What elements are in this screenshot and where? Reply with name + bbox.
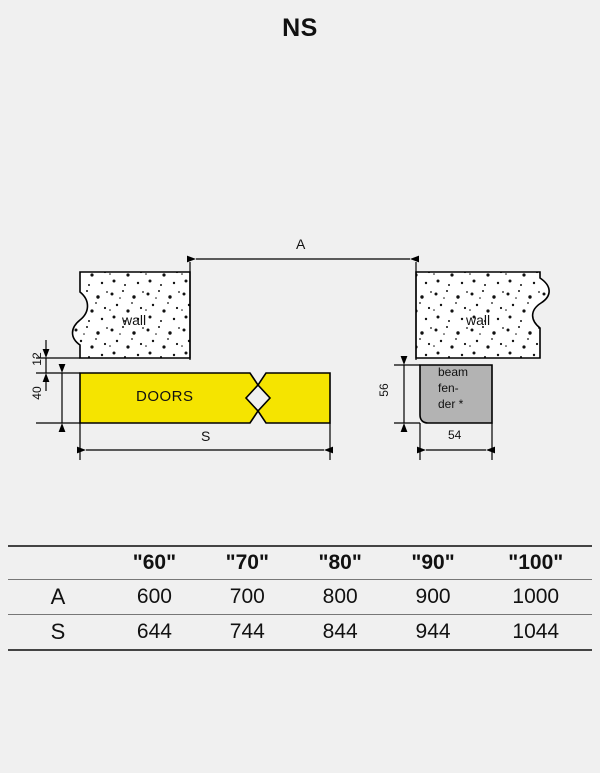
table-cell-a-80: 800 — [294, 580, 387, 615]
table-cell-a-90: 900 — [387, 580, 480, 615]
doors-label: DOORS — [136, 388, 194, 405]
table-row — [8, 580, 592, 615]
table-cell-a-70: 700 — [201, 580, 294, 615]
dimension-table — [8, 545, 592, 651]
table-header-cell-4: "90" — [411, 551, 455, 574]
dimension-40-label: 40 — [30, 386, 44, 400]
beam-fender-label-line2: fen- — [438, 381, 459, 395]
dimension-s-label: S — [201, 428, 211, 444]
dimension-a-label: A — [296, 236, 306, 252]
table-header-cell-1: "60" — [132, 551, 177, 574]
dimension-54-label: 54 — [448, 428, 462, 442]
beam-fender-label-line1: beam — [438, 365, 469, 379]
dimension-a — [190, 259, 416, 360]
table-header-cell-2: "70" — [225, 551, 269, 574]
dimension-56 — [394, 365, 420, 423]
table-row-label-a: A — [8, 580, 108, 615]
dimension-12-label: 12 — [30, 352, 44, 366]
table-row-label-s: S — [8, 615, 108, 651]
table-cell-s-90: 944 — [387, 615, 480, 651]
table-body — [8, 546, 592, 650]
table-header-cell-5: "100" — [508, 551, 564, 574]
wall-label-right: wall — [466, 312, 491, 328]
table-header-row — [8, 546, 592, 580]
page-title: NS — [282, 14, 318, 42]
table-cell-s-70: 744 — [201, 615, 294, 651]
table-cell-s-60: 644 — [108, 615, 201, 651]
wall-label-left: wall — [122, 312, 147, 328]
table-cell-a-60: 600 — [108, 580, 201, 615]
table-header-cell-3: "80" — [318, 551, 362, 574]
doors-bar — [80, 373, 330, 423]
table-header-cell-0 — [8, 546, 108, 580]
table-cell-a-100: 1000 — [480, 580, 593, 615]
table-cell-s-80: 844 — [294, 615, 387, 651]
table-row — [8, 615, 592, 651]
table-cell-s-100: 1044 — [480, 615, 593, 651]
beam-fender-label-line3: der * — [438, 397, 464, 411]
dimension-56-label: 56 — [377, 383, 391, 397]
